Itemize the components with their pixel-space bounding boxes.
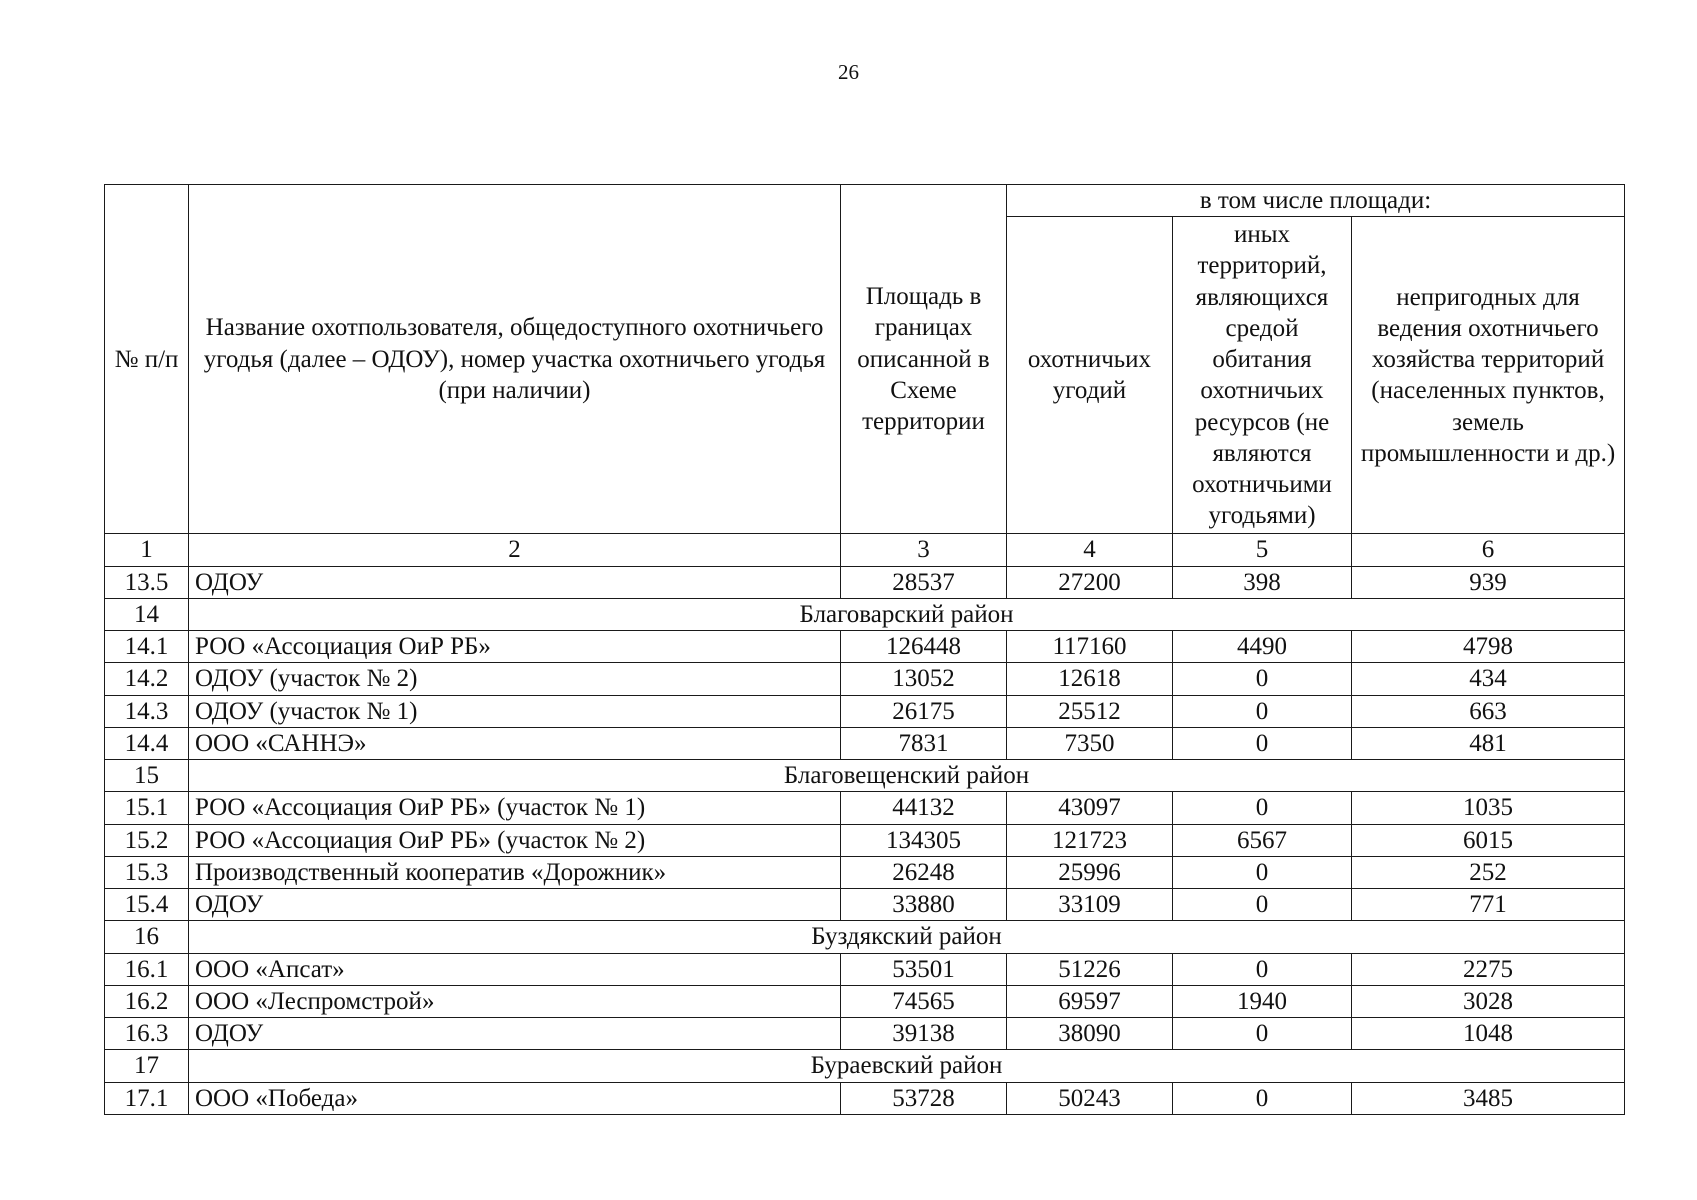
row-area-unsuitable: 4798 xyxy=(1352,631,1625,663)
row-area-unsuitable: 3028 xyxy=(1352,985,1625,1017)
row-area-other: 4490 xyxy=(1173,631,1352,663)
row-number: 15.1 xyxy=(105,792,189,824)
row-number: 14.1 xyxy=(105,631,189,663)
row-area-hunting: 43097 xyxy=(1007,792,1173,824)
row-area-other: 0 xyxy=(1173,953,1352,985)
row-number: 14.4 xyxy=(105,727,189,759)
row-name: ООО «Апсат» xyxy=(189,953,841,985)
row-number: 16.1 xyxy=(105,953,189,985)
row-area-total: 53501 xyxy=(841,953,1007,985)
row-area-hunting: 51226 xyxy=(1007,953,1173,985)
column-number: 4 xyxy=(1007,534,1173,566)
table-body xyxy=(105,566,1625,1114)
district-row xyxy=(105,598,1625,630)
row-number: 16.3 xyxy=(105,1018,189,1050)
row-area-unsuitable: 481 xyxy=(1352,727,1625,759)
district-row xyxy=(105,760,1625,792)
row-name: ООО «Леспромстрой» xyxy=(189,985,841,1017)
row-area-unsuitable: 663 xyxy=(1352,695,1625,727)
row-number: 14.3 xyxy=(105,695,189,727)
row-area-unsuitable: 771 xyxy=(1352,889,1625,921)
row-area-total: 74565 xyxy=(841,985,1007,1017)
row-area-total: 39138 xyxy=(841,1018,1007,1050)
row-number: 15.3 xyxy=(105,856,189,888)
row-number: 15.4 xyxy=(105,889,189,921)
row-name: РОО «Ассоциация ОиР РБ» (участок № 2) xyxy=(189,824,841,856)
table-row xyxy=(105,856,1625,888)
table-row xyxy=(105,792,1625,824)
row-area-total: 134305 xyxy=(841,824,1007,856)
row-area-hunting: 25996 xyxy=(1007,856,1173,888)
row-area-unsuitable: 252 xyxy=(1352,856,1625,888)
row-area-unsuitable: 1048 xyxy=(1352,1018,1625,1050)
row-name: ОДОУ (участок № 1) xyxy=(189,695,841,727)
row-area-hunting: 50243 xyxy=(1007,1082,1173,1114)
header-num: № п/п xyxy=(105,185,189,534)
row-area-total: 7831 xyxy=(841,727,1007,759)
column-number: 6 xyxy=(1352,534,1625,566)
row-area-other: 0 xyxy=(1173,1082,1352,1114)
row-number: 16.2 xyxy=(105,985,189,1017)
row-area-total: 33880 xyxy=(841,889,1007,921)
header-unsuitable: непригодных для ведения охотничьего хозяйства территорий (населенных пунктов, земель промышленности и др.) xyxy=(1352,217,1625,534)
district-number: 15 xyxy=(105,760,189,792)
column-number-row xyxy=(105,534,1625,566)
district-name: Буздякский район xyxy=(189,921,1625,953)
header-other: иных территорий, являющихся средой обитания охотничьих ресурсов (не являются охотничьими угодьями) xyxy=(1173,217,1352,534)
table-row xyxy=(105,695,1625,727)
column-number: 1 xyxy=(105,534,189,566)
row-name: ОДОУ (участок № 2) xyxy=(189,663,841,695)
row-area-hunting: 27200 xyxy=(1007,566,1173,598)
row-area-total: 28537 xyxy=(841,566,1007,598)
table-row xyxy=(105,663,1625,695)
row-area-other: 0 xyxy=(1173,695,1352,727)
row-area-other: 0 xyxy=(1173,889,1352,921)
district-row xyxy=(105,1050,1625,1082)
district-number: 16 xyxy=(105,921,189,953)
header-name: Название охотпользователя, общедоступного охотничьего угодья (далее – ОДОУ), номер участка охотничьего угодья (при наличии) xyxy=(189,185,841,534)
row-area-total: 53728 xyxy=(841,1082,1007,1114)
row-name: ОДОУ xyxy=(189,889,841,921)
table-row xyxy=(105,985,1625,1017)
row-area-other: 0 xyxy=(1173,792,1352,824)
hunting-areas-table xyxy=(104,184,1625,1115)
row-name: ООО «САННЭ» xyxy=(189,727,841,759)
row-area-hunting: 69597 xyxy=(1007,985,1173,1017)
row-area-total: 26248 xyxy=(841,856,1007,888)
row-area-other: 0 xyxy=(1173,1018,1352,1050)
row-area-unsuitable: 1035 xyxy=(1352,792,1625,824)
district-number: 17 xyxy=(105,1050,189,1082)
column-number: 5 xyxy=(1173,534,1352,566)
row-area-hunting: 25512 xyxy=(1007,695,1173,727)
district-row xyxy=(105,921,1625,953)
district-number: 14 xyxy=(105,598,189,630)
row-area-other: 6567 xyxy=(1173,824,1352,856)
row-area-total: 26175 xyxy=(841,695,1007,727)
table-row xyxy=(105,1082,1625,1114)
row-name: РОО «Ассоциация ОиР РБ» (участок № 1) xyxy=(189,792,841,824)
row-name: ОДОУ xyxy=(189,566,841,598)
row-area-unsuitable: 939 xyxy=(1352,566,1625,598)
header-area-total: Площадь в границах описанной в Схеме территории xyxy=(841,185,1007,534)
row-area-hunting: 12618 xyxy=(1007,663,1173,695)
row-area-other: 398 xyxy=(1173,566,1352,598)
header-group: в том числе площади: xyxy=(1007,185,1625,217)
row-number: 15.2 xyxy=(105,824,189,856)
row-area-hunting: 121723 xyxy=(1007,824,1173,856)
row-number: 14.2 xyxy=(105,663,189,695)
row-area-total: 13052 xyxy=(841,663,1007,695)
table-row xyxy=(105,889,1625,921)
row-number: 17.1 xyxy=(105,1082,189,1114)
page-number: 26 xyxy=(838,60,859,84)
table-header xyxy=(105,185,1625,567)
district-name: Благовещенский район xyxy=(189,760,1625,792)
column-number: 2 xyxy=(189,534,841,566)
district-name: Благоварский район xyxy=(189,598,1625,630)
row-name: ОДОУ xyxy=(189,1018,841,1050)
table-row xyxy=(105,1018,1625,1050)
row-area-total: 44132 xyxy=(841,792,1007,824)
row-area-hunting: 33109 xyxy=(1007,889,1173,921)
row-area-unsuitable: 2275 xyxy=(1352,953,1625,985)
row-name: Производственный кооператив «Дорожник» xyxy=(189,856,841,888)
row-area-hunting: 38090 xyxy=(1007,1018,1173,1050)
table-row xyxy=(105,953,1625,985)
district-name: Бураевский район xyxy=(189,1050,1625,1082)
row-number: 13.5 xyxy=(105,566,189,598)
header-hunting: охотничьих угодий xyxy=(1007,217,1173,534)
row-area-other: 0 xyxy=(1173,856,1352,888)
row-area-other: 0 xyxy=(1173,727,1352,759)
row-area-hunting: 7350 xyxy=(1007,727,1173,759)
column-number: 3 xyxy=(841,534,1007,566)
table-row xyxy=(105,566,1625,598)
table-row xyxy=(105,727,1625,759)
row-area-unsuitable: 3485 xyxy=(1352,1082,1625,1114)
table-row xyxy=(105,824,1625,856)
row-area-other: 1940 xyxy=(1173,985,1352,1017)
row-area-total: 126448 xyxy=(841,631,1007,663)
row-name: ООО «Победа» xyxy=(189,1082,841,1114)
row-name: РОО «Ассоциация ОиР РБ» xyxy=(189,631,841,663)
row-area-unsuitable: 6015 xyxy=(1352,824,1625,856)
row-area-other: 0 xyxy=(1173,663,1352,695)
row-area-unsuitable: 434 xyxy=(1352,663,1625,695)
table-row xyxy=(105,631,1625,663)
row-area-hunting: 117160 xyxy=(1007,631,1173,663)
